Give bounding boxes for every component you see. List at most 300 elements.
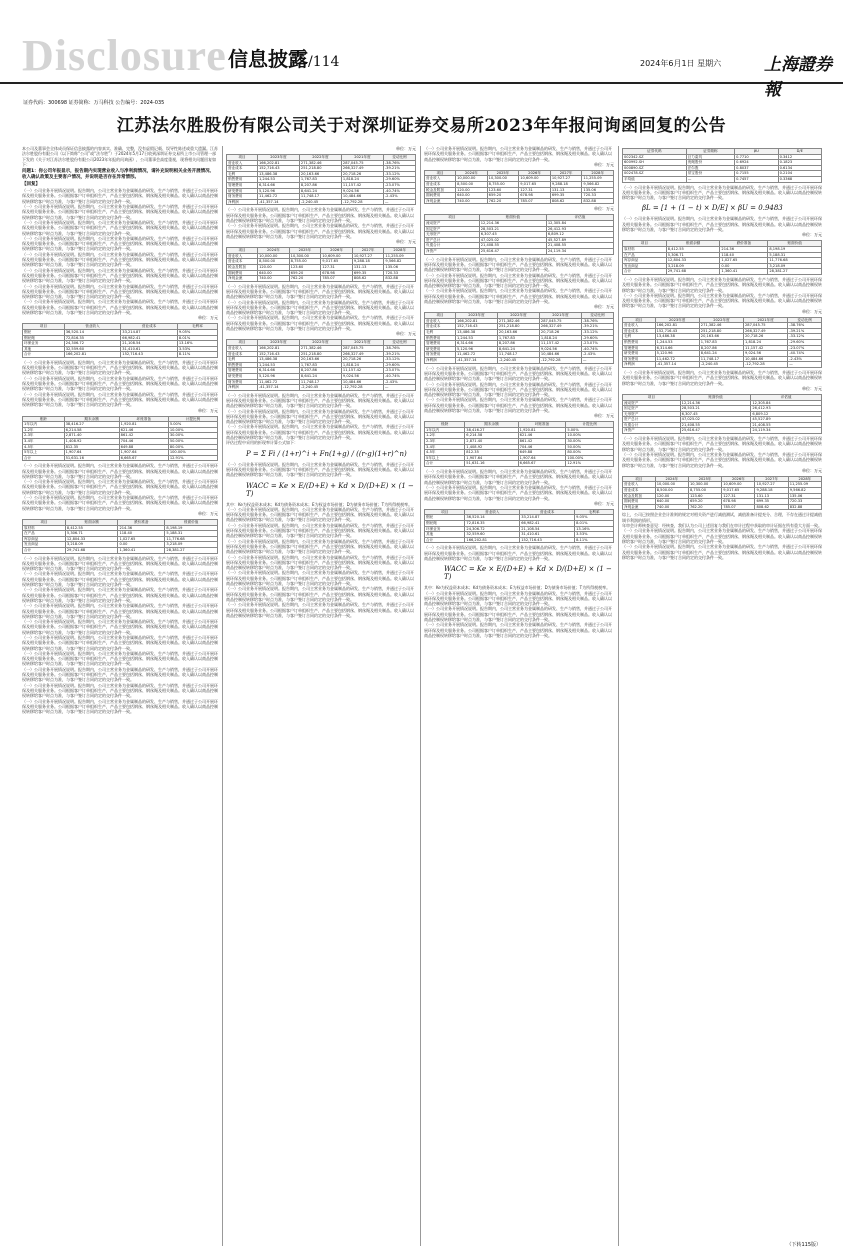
table-cell: 8,641.24: [299, 188, 341, 194]
table-cell: 131.13: [550, 187, 582, 193]
body-paragraph: （一）公司业务开展情况说明。报告期内，公司主营业务为金属制品的研发、生产与销售，并通过子公司开展环保及相关服务业务。公司根据客户订单组织生产，产品主要包括钢丝、钢丝绳及相关制品。收入确认以商品控制权转移给客户时点为准，与客户签订合同约定的交付条件一致。: [424, 469, 612, 485]
table-cell: 0.6924: [735, 160, 778, 166]
table-cell: 11,255.09: [788, 482, 821, 488]
table-cell: 1年以内: [425, 427, 465, 433]
body-paragraph: （一）公司业务开展情况说明。报告期内，公司主营业务为金属制品的研发、生产与销售，并通过子公司开展环保及相关服务业务。公司根据客户订单组织生产，产品主要包括钢丝、钢丝绳及相关制品。收入确认以商品控制权转移给客户时点为准，与客户签订合同约定的交付条件一致。: [226, 299, 414, 316]
table-cell: 营业收入: [227, 160, 258, 166]
table-cell: 管理费用: [227, 182, 258, 188]
table-cell: 28,503.21: [680, 406, 751, 412]
announcement-headline: 江苏法尔胜股份有限公司关于对深圳证券交易所2023年年报问询函回复的公告: [116, 116, 727, 136]
table-cell: 期间费用: [227, 270, 258, 276]
table-cell: -33.12%: [383, 357, 415, 363]
table-cell: 832.88: [384, 276, 416, 282]
dcf-formula: P = Σ Fi / (1+r)^i + Fn(1+g) / ((r-g)(1+r)^n): [246, 449, 407, 458]
table-cell: 166,202.81: [257, 345, 299, 351]
table-header-cell: 变动比例: [383, 340, 415, 346]
table-cell: 621.46: [518, 433, 566, 439]
table-header-cell: 2027年: [755, 476, 788, 482]
table-cell: 1,027.65: [720, 258, 768, 264]
table-header-cell: 2028年: [582, 170, 614, 176]
table-cell: 31,410.61: [520, 532, 575, 538]
table-cell: 20,163.66: [299, 171, 341, 177]
table-cell: 8,207.86: [497, 341, 539, 347]
table-cell: 法尔胜: [686, 165, 734, 171]
table-cell: 127.31: [722, 493, 755, 499]
table-cell: -40.74%: [581, 346, 613, 352]
table-header-cell: 项目: [23, 324, 65, 330]
table-cell: 100.00%: [566, 455, 614, 461]
table-header-cell: 账面价值: [680, 394, 751, 400]
table-cell: 6,665.67: [119, 455, 168, 461]
table-cell: -2.43%: [383, 194, 415, 200]
table-cell: 合计: [23, 547, 66, 553]
body-paragraph: （一）公司业务开展情况说明。报告期内，公司主营业务为金属制品的研发、生产与销售，并通过子公司开展环保及相关服务业务。公司根据客户订单组织生产，产品主要包括钢丝、钢丝绳及相关制品。收入确认以商品控制权转移给客户时点为准，与客户签订合同约定的交付条件一致。: [22, 463, 218, 479]
table-cell: 5,120.96: [655, 351, 699, 357]
table-cell: 0.7155: [735, 171, 778, 177]
table-cell: 621.46: [119, 427, 168, 433]
table-cell: 10.00%: [566, 433, 614, 439]
table-cell: 10,484.66: [539, 352, 581, 358]
table-row: [23, 547, 218, 553]
table-cell: 5,120.96: [455, 346, 497, 352]
body-paragraph: （一）公司业务开展情况说明。报告期内，公司主营业务为金属制品的研发、生产与销售，并通过子公司开展环保及相关服务业务。公司根据客户订单组织生产，产品主要包括钢丝、钢丝绳及相关制品。收入确认以商品控制权转移给客户时点为准，与客户签订合同约定的交付条件一致。: [622, 216, 822, 233]
table-cell: -40.74%: [383, 373, 415, 379]
table-cell: 123.60: [487, 187, 519, 193]
body-paragraph: （一）公司业务开展情况说明。报告期内，公司主营业务为金属制品的研发、生产与销售，并通过子公司开展环保及相关服务业务。公司根据客户订单组织生产，产品主要包括钢丝、钢丝绳及相关制品。收入确认以商品控制权转移给客户时点为准，与客户签订合同约定的交付条件一致。: [22, 219, 218, 236]
body-paragraph: （一）公司业务开展情况说明。报告期内，公司主营业务为金属制品的研发、生产与销售，并通过子公司开展环保及相关服务业务。公司根据客户订单组织生产，产品主要包括钢丝、钢丝绳及相关制品。收入确认以商品控制权转移给客户时点为准，与客户签订合同约定的交付条件一致。: [22, 650, 218, 667]
table-header-cell: 评估值: [751, 394, 822, 400]
wacc-note: 其中：Ke为权益资本成本；Kd为债务资本成本；E为权益市场价值；D为债务市场价值；T为所得税税率。: [226, 501, 413, 507]
table-header-cell: 项目: [425, 170, 456, 176]
table-cell: 20,163.66: [299, 357, 341, 363]
table-cell: -23.07%: [788, 345, 822, 351]
table-cell: 8,207.86: [699, 345, 743, 351]
table-row: [227, 385, 416, 391]
table-cell: 166,202.81: [64, 352, 121, 358]
table-cell: 26,412.93: [546, 226, 613, 232]
table-header-cell: 2021年度: [341, 155, 383, 161]
table-cell: 678.98: [519, 193, 551, 199]
table-cell: 266,327.49: [341, 166, 383, 172]
table-cell: 640.00: [456, 193, 488, 199]
table-cell: 152,716.43: [121, 352, 178, 358]
body-paragraph: （一）公司业务开展情况说明。报告期内，公司主营业务为金属制品的研发、生产与销售，并通过子公司开展环保及相关服务业务。公司根据客户订单组织生产，产品主要包括钢丝、钢丝绳及相关制品。收入确认以商品控制权转移给客户时点为准，与客户签订合同约定的交付条件一致。: [22, 619, 218, 635]
table-cell: 20,718.26: [744, 334, 788, 340]
table-cell: 740.00: [655, 504, 688, 510]
assets-table: [622, 394, 822, 434]
table-cell: 640.00: [258, 270, 290, 276]
table-cell: 24,119.34: [751, 428, 822, 434]
column-divider: [420, 146, 421, 1246]
body-paragraph: （一）公司业务开展情况说明。报告期内，公司主营业务为金属制品的研发、生产与销售，并通过子公司开展环保及相关服务业务。公司根据客户订单组织生产，产品主要包括钢丝、钢丝绳及相关制品。收入确认以商品控制权转移给客户时点为准，与客户签订合同约定的交付条件一致。: [424, 146, 612, 162]
table-cell: 10,484.66: [341, 194, 383, 200]
table-cell: 销售费用: [425, 335, 456, 341]
body-paragraph: （一）公司业务开展情况说明。报告期内，公司主营业务为金属制品的研发、生产与销售，并通过子公司开展环保及相关服务业务。公司根据客户订单组织生产，产品主要包括钢丝、钢丝绳及相关制品。收入确认以商品控制权转移给客户时点为准，与客户签订合同约定的交付条件一致。: [424, 256, 612, 273]
body-paragraph: （一）公司业务开展情况说明。报告期内，公司主营业务为金属制品的研发、生产与销售，并通过子公司开展环保及相关服务业务。公司根据客户订单组织生产，产品主要包括钢丝、钢丝绳及相关制品。收入确认以商品控制权转移给客户时点为准，与客户签订合同约定的交付条件一致。: [424, 288, 612, 304]
table-cell: 6,314.66: [257, 182, 299, 188]
table-cell: 120.00: [655, 493, 688, 499]
table-cell: 1,767.83: [497, 335, 539, 341]
table-header-cell: 变动比例: [581, 313, 613, 319]
table-cell: 10,927.27: [755, 482, 788, 488]
table-cell: 8,641.24: [699, 351, 743, 357]
table-header-cell: 项目: [425, 509, 465, 515]
table-cell: 营业成本: [623, 488, 656, 494]
table-cell: 600992.SH: [623, 160, 687, 166]
table-cell: 36,520.14: [465, 515, 520, 521]
table-cell: 808.62: [352, 276, 384, 282]
table-cell: 0.00: [720, 263, 768, 269]
table-cell: 166,202.81: [465, 537, 520, 543]
table-cell: 740.00: [456, 198, 488, 204]
table-cell: 51,631.16: [465, 461, 518, 467]
table-cell: 1,767.83: [699, 340, 743, 346]
table-cell: 12,214.36: [680, 400, 751, 406]
table-cell: 1,907.64: [119, 450, 168, 456]
table-cell: -12,792.28: [341, 199, 383, 205]
table-cell: 固定资产: [623, 406, 681, 412]
table-cell: 13,486.38: [655, 334, 699, 340]
table-cell: 11,748.17: [299, 379, 341, 385]
table-cell: 0.3412: [778, 154, 821, 160]
table-cell: 30.00%: [168, 433, 217, 439]
inventory-table: [22, 519, 218, 554]
table-header-cell: 2025年: [688, 476, 721, 482]
table-header-cell: 营业成本: [520, 509, 575, 515]
table-cell: 11,157.42: [539, 341, 581, 347]
table-cell: 期间费用: [425, 193, 456, 199]
table-header-cell: 证券代码: [623, 149, 687, 155]
table-row: [425, 249, 614, 255]
table-cell: 5,120.96: [257, 188, 299, 194]
table-cell: 13,486.38: [257, 357, 299, 363]
table-cell: 10,000.00: [456, 176, 488, 182]
wacc-formula: WACC = Ke × E/(D+E) + Kd × D/(D+E) × (1 − T): [444, 565, 612, 582]
table-cell: -23.07%: [581, 341, 613, 347]
table-cell: 9,017.65: [519, 182, 551, 188]
table-header-cell: 2026年: [321, 248, 353, 254]
table-cell: 营业收入: [227, 253, 258, 259]
section-title: [228, 43, 339, 72]
table-cell: -41,357.14: [455, 358, 497, 364]
table-cell: 10.00%: [168, 427, 217, 433]
table-header-cell: 账面价值: [768, 241, 822, 247]
table-cell: 营业收入: [623, 482, 656, 488]
table-cell: 1,027.65: [118, 536, 165, 542]
income-table: [226, 154, 416, 205]
table-cell: 9,017.65: [321, 259, 353, 265]
table-cell: 毛利: [425, 330, 456, 336]
body-paragraph: （一）公司业务开展情况说明。报告期内，公司主营业务为金属制品的研发、生产与销售，并通过子公司开展环保及相关服务业务。公司根据客户订单组织生产，产品主要包括钢丝、钢丝绳及相关制品。收入确认以商品控制权转移给客户时点为准，与客户签订合同约定的交付条件一致。: [226, 506, 414, 523]
table-cell: 8,207.86: [299, 182, 341, 188]
table-cell: 704.46: [518, 444, 566, 450]
table-row: [425, 537, 614, 543]
table-cell: 123.60: [289, 264, 321, 270]
table-cell: 无形资产: [425, 232, 480, 238]
table-cell: 785.07: [519, 198, 551, 204]
table-cell: 10,000.00: [655, 482, 688, 488]
table-cell: 10,609.00: [722, 482, 755, 488]
table-cell: 发出商品: [23, 542, 66, 548]
body-paragraph: （一）公司业务开展情况说明。报告期内，公司主营业务为金属制品的研发、生产与销售，并通过子公司开展环保及相关服务业务。公司根据客户订单组织生产，产品主要包括钢丝、钢丝绳及相关制品。收入确认以商品控制权转移给客户时点为准，与客户签订合同约定的交付条件一致。: [22, 267, 218, 284]
table-cell: 166,202.81: [455, 318, 497, 324]
table-header-cell: 毛利率: [177, 324, 217, 330]
table-cell: 3.53%: [575, 532, 614, 538]
table-cell: 271,382.46: [299, 160, 341, 166]
table-cell: 营业成本: [425, 324, 456, 330]
table-cell: 营业收入: [425, 318, 456, 324]
table-cell: 研发费用: [227, 188, 258, 194]
body-paragraph: （一）公司业务开展情况说明。报告期内，公司主营业务为金属制品的研发、生产与销售，并通过子公司开展环保及相关服务业务。公司根据客户订单组织生产，产品主要包括钢丝、钢丝绳及相关制品。收入确认以商品控制权转移给客户时点为准，与客户签订合同约定的交付条件一致。: [424, 484, 612, 501]
table-cell: -33.12%: [581, 330, 613, 336]
table-cell: 1,907.64: [465, 455, 518, 461]
table-cell: 管理费用: [623, 345, 656, 351]
body-paragraph: （一）公司业务开展情况说明。报告期内，公司主营业务为金属制品的研发、生产与销售，并通过子公司开展环保及相关服务业务。公司根据客户订单组织生产，产品主要包括钢丝、钢丝绳及相关制品。收入确认以商品控制权转移给客户时点为准，与客户签订合同约定的交付条件一致。: [22, 571, 218, 588]
table-cell: 8.11%: [177, 352, 217, 358]
table-cell: 1,920.81: [518, 427, 566, 433]
table-row: [23, 455, 218, 461]
table-cell: 1,818.24: [341, 177, 383, 183]
table-cell: 8,412.55: [666, 246, 720, 252]
wacc-note: 其中：Ke为权益资本成本；Kd为债务资本成本；E为权益市场价值；D为债务市场价值；T为所得税税率。: [424, 585, 611, 591]
table-row: [227, 276, 416, 282]
table-cell: 10,300.00: [688, 482, 721, 488]
table-cell: 21,108.54: [520, 526, 575, 532]
table-cell: 0.3368: [778, 176, 821, 182]
table-cell: 其他: [425, 532, 465, 538]
body-paragraph: （一）公司业务开展情况说明。报告期内，公司主营业务为金属制品的研发、生产与销售，并通过子公司开展环保及相关服务业务。公司根据客户订单组织生产，产品主要包括钢丝、钢丝绳及相关制品。收入确认以商品控制权转移给客户时点为准，与客户签订合同约定的交付条件一致。: [22, 391, 218, 408]
table-cell: 2,871.40: [64, 433, 119, 439]
table-cell: 9,566.82: [582, 182, 614, 188]
table-cell: 152,716.43: [455, 324, 497, 330]
table-cell: 1-2年: [425, 433, 465, 439]
table-cell: 环保业务: [23, 341, 65, 347]
table-cell: 1,360.41: [720, 269, 768, 275]
table-cell: 28,381.27: [768, 269, 822, 275]
table-cell: 1-2年: [23, 427, 65, 433]
table-cell: 净利润: [425, 358, 456, 364]
table-cell: 659.20: [688, 499, 721, 505]
table-cell: 287,045.75: [341, 345, 383, 351]
security-codes: 证券代码：300698 证券简称：万马科技 公告编号：2024-035: [23, 100, 165, 106]
table-cell: 12,305.84: [751, 400, 822, 406]
body-paragraph: （一）公司业务开展情况说明。报告期内，公司主营业务为金属制品的研发、生产与销售，并通过子公司开展环保及相关服务业务。公司根据客户订单组织生产，产品主要包括钢丝、钢丝绳及相关制品。收入确认以商品控制权转移给客户时点为准，与客户签订合同约定的交付条件一致。: [622, 544, 822, 560]
table-cell: 8,500.00: [655, 488, 688, 494]
table-header-cell: 坏账准备: [119, 416, 168, 422]
column-2: [226, 146, 416, 1246]
table-row: [623, 362, 822, 368]
table-cell: 271,382.46: [299, 345, 341, 351]
table-cell: 0.7710: [735, 154, 778, 160]
table-cell: -29.60%: [383, 177, 415, 183]
table-cell: 8,500.00: [456, 182, 488, 188]
table-cell: 10,000.00: [258, 253, 290, 259]
table-cell: 12.91%: [566, 461, 614, 467]
table-cell: -12,792.28: [744, 362, 788, 368]
table-cell: 1,818.24: [539, 335, 581, 341]
table-cell: 9.05%: [575, 515, 614, 521]
table-cell: 20,163.66: [497, 330, 539, 336]
table-cell: 266,327.49: [539, 324, 581, 330]
table-cell: 251,218.80: [497, 324, 539, 330]
table-cell: 9,288.18: [755, 488, 788, 494]
table-cell: 合计: [23, 352, 65, 358]
table-cell: 资产总计: [623, 417, 681, 423]
table-cell: 699.35: [755, 499, 788, 505]
table-header-cell: 期末余额: [465, 422, 518, 428]
table-cell: 24,306.72: [64, 341, 121, 347]
table-cell: 0.6134: [778, 165, 821, 171]
table-header-cell: 账龄: [23, 416, 65, 422]
unit-label: 单位：万元: [198, 315, 218, 321]
table-cell: -33.12%: [788, 334, 822, 340]
table-header-cell: 项目: [623, 317, 656, 323]
body-paragraph: （一）公司业务开展情况说明。报告期内，公司主营业务为金属制品的研发、生产与销售，并通过子公司开展环保及相关服务业务。公司根据客户订单组织生产，产品主要包括钢丝、钢丝绳及相关制品。收入确认以商品控制权转移给客户时点为准，与客户签订合同约定的交付条件一致。: [226, 392, 414, 409]
table-header-cell: 跌价准备: [720, 241, 768, 247]
wacc-formula: WACC = Ke × E/(D+E) + Kd × D/(D+E) × (1 − T): [246, 481, 414, 498]
body-paragraph: （一）公司业务开展情况说明。报告期内，公司主营业务为金属制品的研发、生产与销售，并通过子公司开展环保及相关服务业务。公司根据客户订单组织生产，产品主要包括钢丝、钢丝绳及相关制品。收入确认以商品控制权转移给客户时点为准，与客户签订合同约定的交付条件一致。: [22, 698, 218, 715]
body-paragraph: （一）公司业务开展情况说明。报告期内，公司主营业务为金属制品的研发、生产与销售，并通过子公司开展环保及相关服务业务。公司根据客户订单组织生产，产品主要包括钢丝、钢丝绳及相关制品。收入确认以商品控制权转移给客户时点为准，与客户签订合同约定的交付条件一致。: [22, 682, 218, 699]
table-cell: 002342.SZ: [623, 154, 687, 160]
unit-label: 单位：万元: [198, 407, 218, 413]
table-cell: 库存商品: [623, 258, 667, 264]
table-cell: 9,566.82: [788, 488, 821, 494]
receivables-table: [424, 421, 614, 467]
table-header-cell: 2022年度: [299, 340, 341, 346]
body-paragraph: （一）公司业务开展情况说明。报告期内，公司主营业务为金属制品的研发、生产与销售，并通过子公司开展环保及相关服务业务。公司根据客户订单组织生产，产品主要包括钢丝、钢丝绳及相关制品。收入确认以商品控制权转移给客户时点为准，与客户签订合同约定的交付条件一致。: [424, 590, 612, 607]
table-cell: -29.60%: [788, 340, 822, 346]
table-cell: 118.40: [118, 531, 165, 537]
table-cell: 832.88: [582, 198, 614, 204]
table-cell: 巨力索具: [686, 154, 734, 160]
body-paragraph: （一）公司业务开展情况说明。报告期内，公司主营业务为金属制品的研发、生产与销售，并通过子公司开展环保及相关服务业务。公司根据客户订单组织生产，产品主要包括钢丝、钢丝绳及相关制品。收入确认以商品控制权转移给客户时点为准，与客户签订合同约定的交付条件一致。: [424, 272, 612, 289]
table-cell: 135.06: [582, 187, 614, 193]
table-header-cell: 计提比例: [566, 422, 614, 428]
table-cell: 762.20: [487, 198, 519, 204]
table-header-cell: 2026年: [519, 170, 551, 176]
section-title-text: 信息披露: [228, 47, 308, 71]
table-cell: 762.20: [688, 504, 721, 510]
table-cell: 785.07: [321, 276, 353, 282]
table-cell: 1,818.24: [341, 362, 383, 368]
table-cell: 287,045.75: [539, 318, 581, 324]
table-cell: 营业收入: [623, 323, 656, 329]
table-header-cell: 坏账准备: [518, 422, 566, 428]
table-cell: 钢丝绳: [23, 335, 65, 341]
table-row: [425, 461, 614, 467]
table-cell: 流动资产: [623, 400, 681, 406]
table-cell: 5.00%: [168, 422, 217, 428]
table-cell: 38,416.27: [64, 422, 119, 428]
table-header-cell: 项目: [425, 215, 480, 221]
table-cell: 120.00: [456, 187, 488, 193]
table-cell: 10,300.00: [289, 253, 321, 259]
table-cell: 12,305.84: [546, 221, 613, 227]
table-cell: 21,408.55: [751, 422, 822, 428]
table-header-cell: 2023年度: [455, 313, 497, 319]
table-cell: 1,767.83: [299, 362, 341, 368]
table-cell: 原材料: [623, 246, 667, 252]
table-header-cell: 毛利率: [575, 509, 614, 515]
unit-label: 单位：万元: [594, 500, 614, 506]
table-cell: 营业收入: [227, 345, 258, 351]
table-cell: -39.21%: [383, 166, 415, 172]
table-cell: 财务费用: [227, 379, 258, 385]
table-cell: 11,748.17: [497, 352, 539, 358]
table-cell: 销售费用: [623, 340, 656, 346]
unit-label: 单位：万元: [594, 304, 614, 310]
table-cell: 266,327.49: [341, 351, 383, 357]
table-cell: 0.00: [118, 542, 165, 548]
body-paragraph: （一）公司业务开展情况说明。报告期内，公司主营业务为金属制品的研发、生产与销售，并通过子公司开展环保及相关服务业务。公司根据客户订单组织生产，产品主要包括钢丝、钢丝绳及相关制品。收入确认以商品控制权转移给客户时点为准，与客户签订合同约定的交付条件一致。: [22, 283, 218, 300]
body-paragraph: （一）公司业务开展情况说明。报告期内，公司主营业务为金属制品的研发、生产与销售，并通过子公司开展环保及相关服务业务。公司根据客户订单组织生产，产品主要包括钢丝、钢丝绳及相关制品。收入确认以商品控制权转移给客户时点为准，与客户签订合同约定的交付条件一致。: [22, 188, 218, 204]
table-header-cell: 2022年度: [299, 155, 341, 161]
table-cell: 11,157.42: [744, 345, 788, 351]
body-paragraph: （一）公司业务开展情况说明。报告期内，公司主营业务为金属制品的研发、生产与销售，并通过子公司开展环保及相关服务业务。公司根据客户订单组织生产，产品主要包括钢丝、钢丝绳及相关制品。收入确认以商品控制权转移给客户时点为准，与客户签订合同约定的交付条件一致。: [22, 634, 218, 651]
table-cell: 271,382.46: [497, 318, 539, 324]
table-cell: 66,982.41: [121, 335, 178, 341]
table-cell: 5,306.71: [65, 531, 118, 537]
unit-label: 单位：万元: [802, 308, 822, 314]
table-cell: —: [383, 199, 415, 205]
table-row: [623, 269, 822, 275]
table-cell: 销售费用: [227, 177, 258, 183]
table-cell: 1,907.64: [518, 455, 566, 461]
table-cell: 研发费用: [425, 346, 456, 352]
table-cell: 152,716.43: [257, 166, 299, 172]
table-cell: -12,792.28: [341, 385, 383, 391]
table-header-cell: 项目: [425, 313, 456, 319]
table-cell: 6,314.66: [655, 345, 699, 351]
body-paragraph: （一）公司业务开展情况说明。报告期内，公司主营业务为金属制品的研发、生产与销售，并通过子公司开展环保及相关服务业务。公司根据客户订单组织生产，产品主要包括钢丝、钢丝绳及相关制品。收入确认以商品控制权转移给客户时点为准，与客户签订合同约定的交付条件一致。: [226, 586, 414, 602]
body-paragraph: （一）公司业务开展情况说明。报告期内，公司主营业务为金属制品的研发、生产与销售，并通过子公司开展环保及相关服务业务。公司根据客户订单组织生产，产品主要包括钢丝、钢丝绳及相关制品。收入确认以商品控制权转移给客户时点为准，与客户签订合同约定的交付条件一致。: [226, 461, 414, 478]
table-cell: -2,240.45: [299, 199, 341, 205]
beta-table: [622, 148, 822, 183]
table-cell: 24,119.34: [546, 249, 613, 255]
body-paragraph: （一）公司业务开展情况说明。报告期内，公司主营业务为金属制品的研发、生产与销售，并通过子公司开展环保及相关服务业务。公司根据客户订单组织生产，产品主要包括钢丝、钢丝绳及相关制品。收入确认以商品控制权转移给客户时点为准，与客户签订合同约定的交付条件一致。: [22, 479, 218, 495]
table-row: [425, 198, 614, 204]
table-cell: 8.11%: [575, 537, 614, 543]
table-row: [623, 176, 822, 182]
table-cell: 资产总计: [425, 237, 480, 243]
table-cell: 30.00%: [566, 439, 614, 445]
table-cell: 11,462.72: [655, 356, 699, 362]
table-cell: 合计: [425, 537, 465, 543]
table-cell: 合计: [623, 269, 667, 275]
body-paragraph: （一）公司业务开展情况说明。报告期内，公司主营业务为金属制品的研发、生产与销售，并通过子公司开展环保及相关服务业务。公司根据客户订单组织生产，产品主要包括钢丝、钢丝绳及相关制品。收入确认以商品控制权转移给客户时点为准，与客户签订合同约定的交付条件一致。: [424, 365, 612, 382]
table-cell: -2,240.45: [497, 358, 539, 364]
conclusion-paragraph: 综上，公司已按照企业会计准则的规定对相关资产进行减值测试，减值准备计提充分、合理，不存在通过计提减值调节利润的情形。: [622, 512, 822, 523]
body-paragraph: （一）公司业务开展情况说明。报告期内，公司主营业务为金属制品的研发、生产与销售，并通过子公司开展环保及相关服务业务。公司根据客户订单组织生产，产品主要包括钢丝、钢丝绳及相关制品。收入确认以商品控制权转移给客户时点为准，与客户签订合同约定的交付条件一致。: [226, 223, 414, 239]
assets-table: [424, 214, 614, 254]
unit-label: 单位：万元: [802, 232, 822, 238]
body-paragraph: （一）公司业务开展情况说明。报告期内，公司主营业务为金属制品的研发、生产与销售，并通过子公司开展环保及相关服务业务。公司根据客户订单组织生产，产品主要包括钢丝、钢丝绳及相关制品。收入确认以商品控制权转移给客户时点为准，与客户签订合同约定的交付条件一致。: [22, 299, 218, 316]
table-cell: 净资产: [623, 428, 681, 434]
table-cell: 152,716.43: [655, 328, 699, 334]
table-cell: 在产品: [623, 252, 667, 258]
table-cell: 152,716.43: [257, 351, 299, 357]
table-cell: 负债合计: [425, 243, 480, 249]
table-cell: 8,755.00: [289, 259, 321, 265]
table-header-cell: 2025年: [487, 170, 519, 176]
table-cell: 9,017.65: [722, 488, 755, 494]
table-cell: 1,907.64: [64, 450, 119, 456]
table-header-cell: 2024年: [655, 476, 688, 482]
table-cell: -40.74%: [383, 188, 415, 194]
table-header-cell: 2021年度: [744, 317, 788, 323]
table-header-cell: 2021年度: [341, 340, 383, 346]
table-cell: 8,641.24: [497, 346, 539, 352]
